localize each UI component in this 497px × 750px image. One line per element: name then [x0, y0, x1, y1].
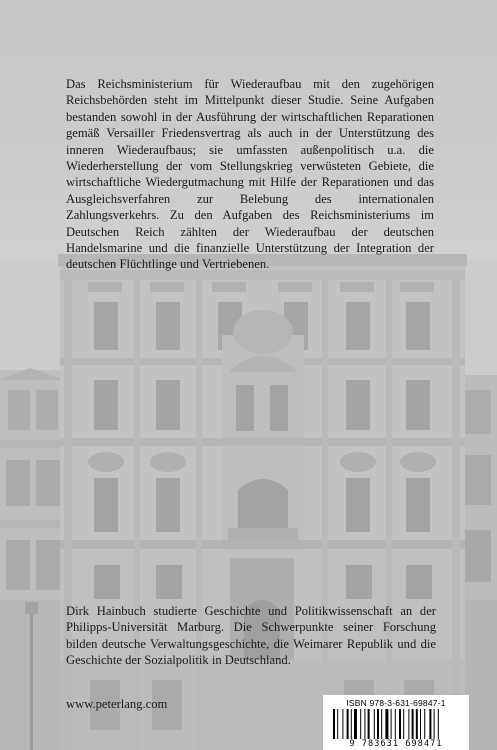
author-bio: Dirk Hainbuch studierte Geschichte und Politikwissenschaft an der Philipps-Universität Marburg. Die Schwerpunkte seiner Forschung bilden deutsche Verwaltungsgeschichte, die Weimarer Republik und die Geschichte der Sozialpolitik in Deutschland.	[66, 604, 436, 668]
isbn-label: ISBN 978-3-631-69847-1	[346, 698, 446, 708]
publisher-url: www.peterlang.com	[66, 697, 168, 711]
barcode-bars	[331, 709, 463, 739]
book-blurb: Das Reichsministerium für Wiederaufbau mit den zugehörigen Reichsbehörden steht im Mittelpunkt dieser Studie. Seine Aufgaben bestanden sowohl in der Ausführung der wirtschaftlichen Reparationen gemäß Versailler Friedensvertrag als auch in der Unterstützung des inneren Wiederaufbaus; sie umfassten außenpolitisch u.a. die Wiederherstellung der vom Stellungskrieg verwüsteten Gebiete, die wirtschaftliche Wiedergutmachung mit Hilfe der Reparationen und das Ausgleichsverfahren zur Belebung des internationalen Zahlungsverkehrs. Zu den Aufgaben des Reichsministeriums im Deutschen Reich zählten der Wiederaufbau der deutschen Handelsmarine und die finanzielle Unterstützung der Integration der deutschen Flüchtlinge und Vertriebenen.	[66, 77, 434, 272]
isbn-barcode	[323, 695, 469, 750]
barcode-digits: 9 783631 698471	[349, 739, 443, 749]
building-facade-photo	[0, 240, 497, 750]
